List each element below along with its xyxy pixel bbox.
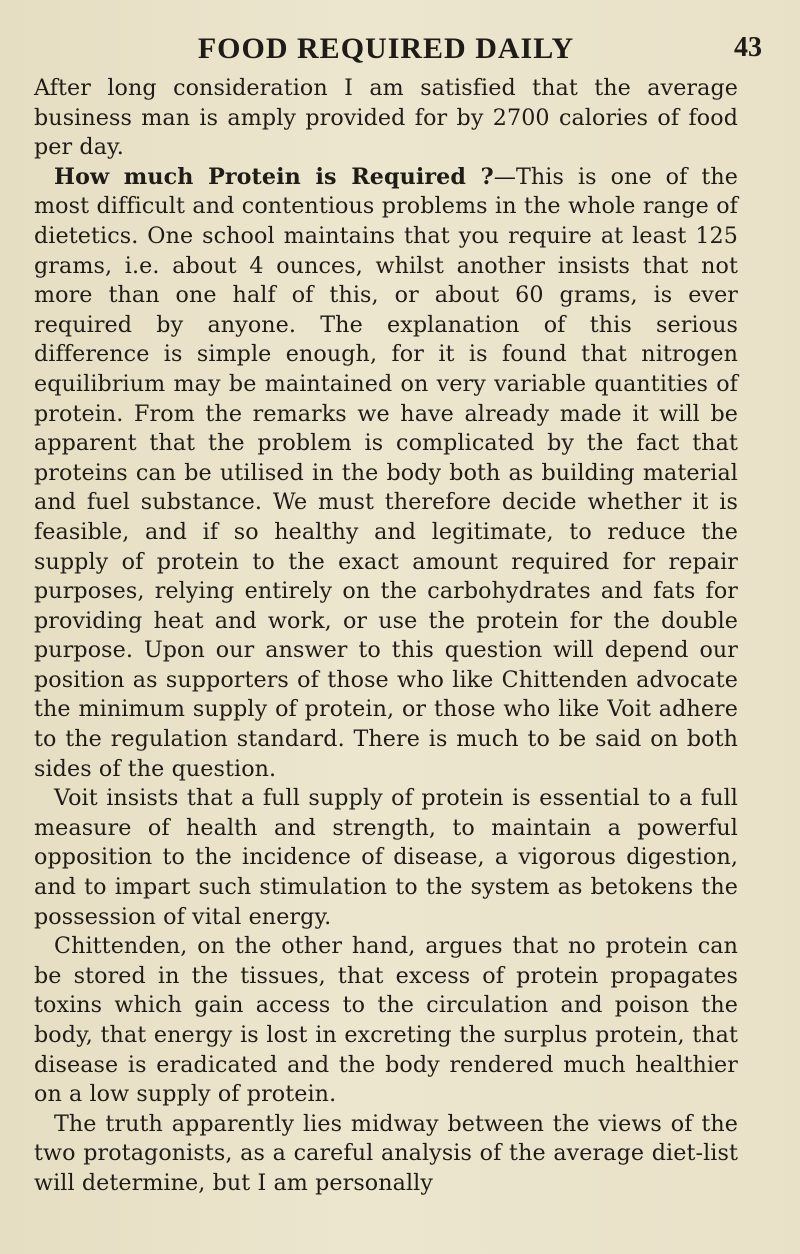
paragraph-text: The truth apparently lies midway between the views of the two protagonists, as a careful analysis of the average diet-list will determine, but I am personally [34, 1110, 738, 1196]
running-header [34, 18, 762, 74]
paragraph-text: Chittenden, on the other hand, argues that no protein can be stored in the tissues, that excess of protein propagates toxins which gain access to the circulation and poison the body, that energy is lost in excreting the surplus protein, that disease is eradicated and the body rendered much healthier on a low supply of protein. [34, 933, 738, 1108]
paragraph [34, 74, 738, 163]
paragraph-text: —This is one of the most difficult and contentious problems in the whole range of dietetics. One school maintains that you require at least 125 grams, i.e. about 4 ounces, whilst another insists that not more than one half of this, or about 60 grams, is ever required by anyone. The explanation of this serious difference is simple enough, for it is found that nitrogen equilibrium may be maintained on very variable quantities of protein. From the remarks we have already made it will be apparent that the problem is complicated by the fact that proteins can be utilised in the body both as building material and fuel substance. We must therefore decide whether it is feasible, and if so healthy and legitimate, to reduce the supply of protein to the exact amount required for repair purposes, relying entirely on the carbohydrates and fats for providing heat and work, or use the protein for the double purpose. Upon our answer to this question will depend our position as supporters of those who like Chittenden advocate the minimum supply of protein, or those who like Voit adhere to the regulation standard. There is much to be said on both sides of the question. [34, 163, 738, 782]
running-title: FOOD REQUIRED DAILY [197, 32, 575, 65]
paragraph-text: Voit insists that a full supply of protein is essential to a full measure of health and strength, to maintain a powerful opposition to the incidence of disease, a vigorous digestion, and to impart such stimulation to the system as betokens the possession of vital energy. [34, 785, 738, 930]
paragraph-text: After long consideration I am satisfied that the average business man is amply provided for by 2700 calories of food per day. [34, 75, 738, 161]
paragraph [34, 932, 738, 1110]
paragraph [34, 1110, 738, 1199]
paragraph [34, 784, 738, 932]
body-text [34, 74, 738, 1199]
section-heading: How much Protein is Required ? [54, 163, 494, 190]
paragraph [34, 163, 738, 784]
page-number: 43 [734, 32, 762, 63]
